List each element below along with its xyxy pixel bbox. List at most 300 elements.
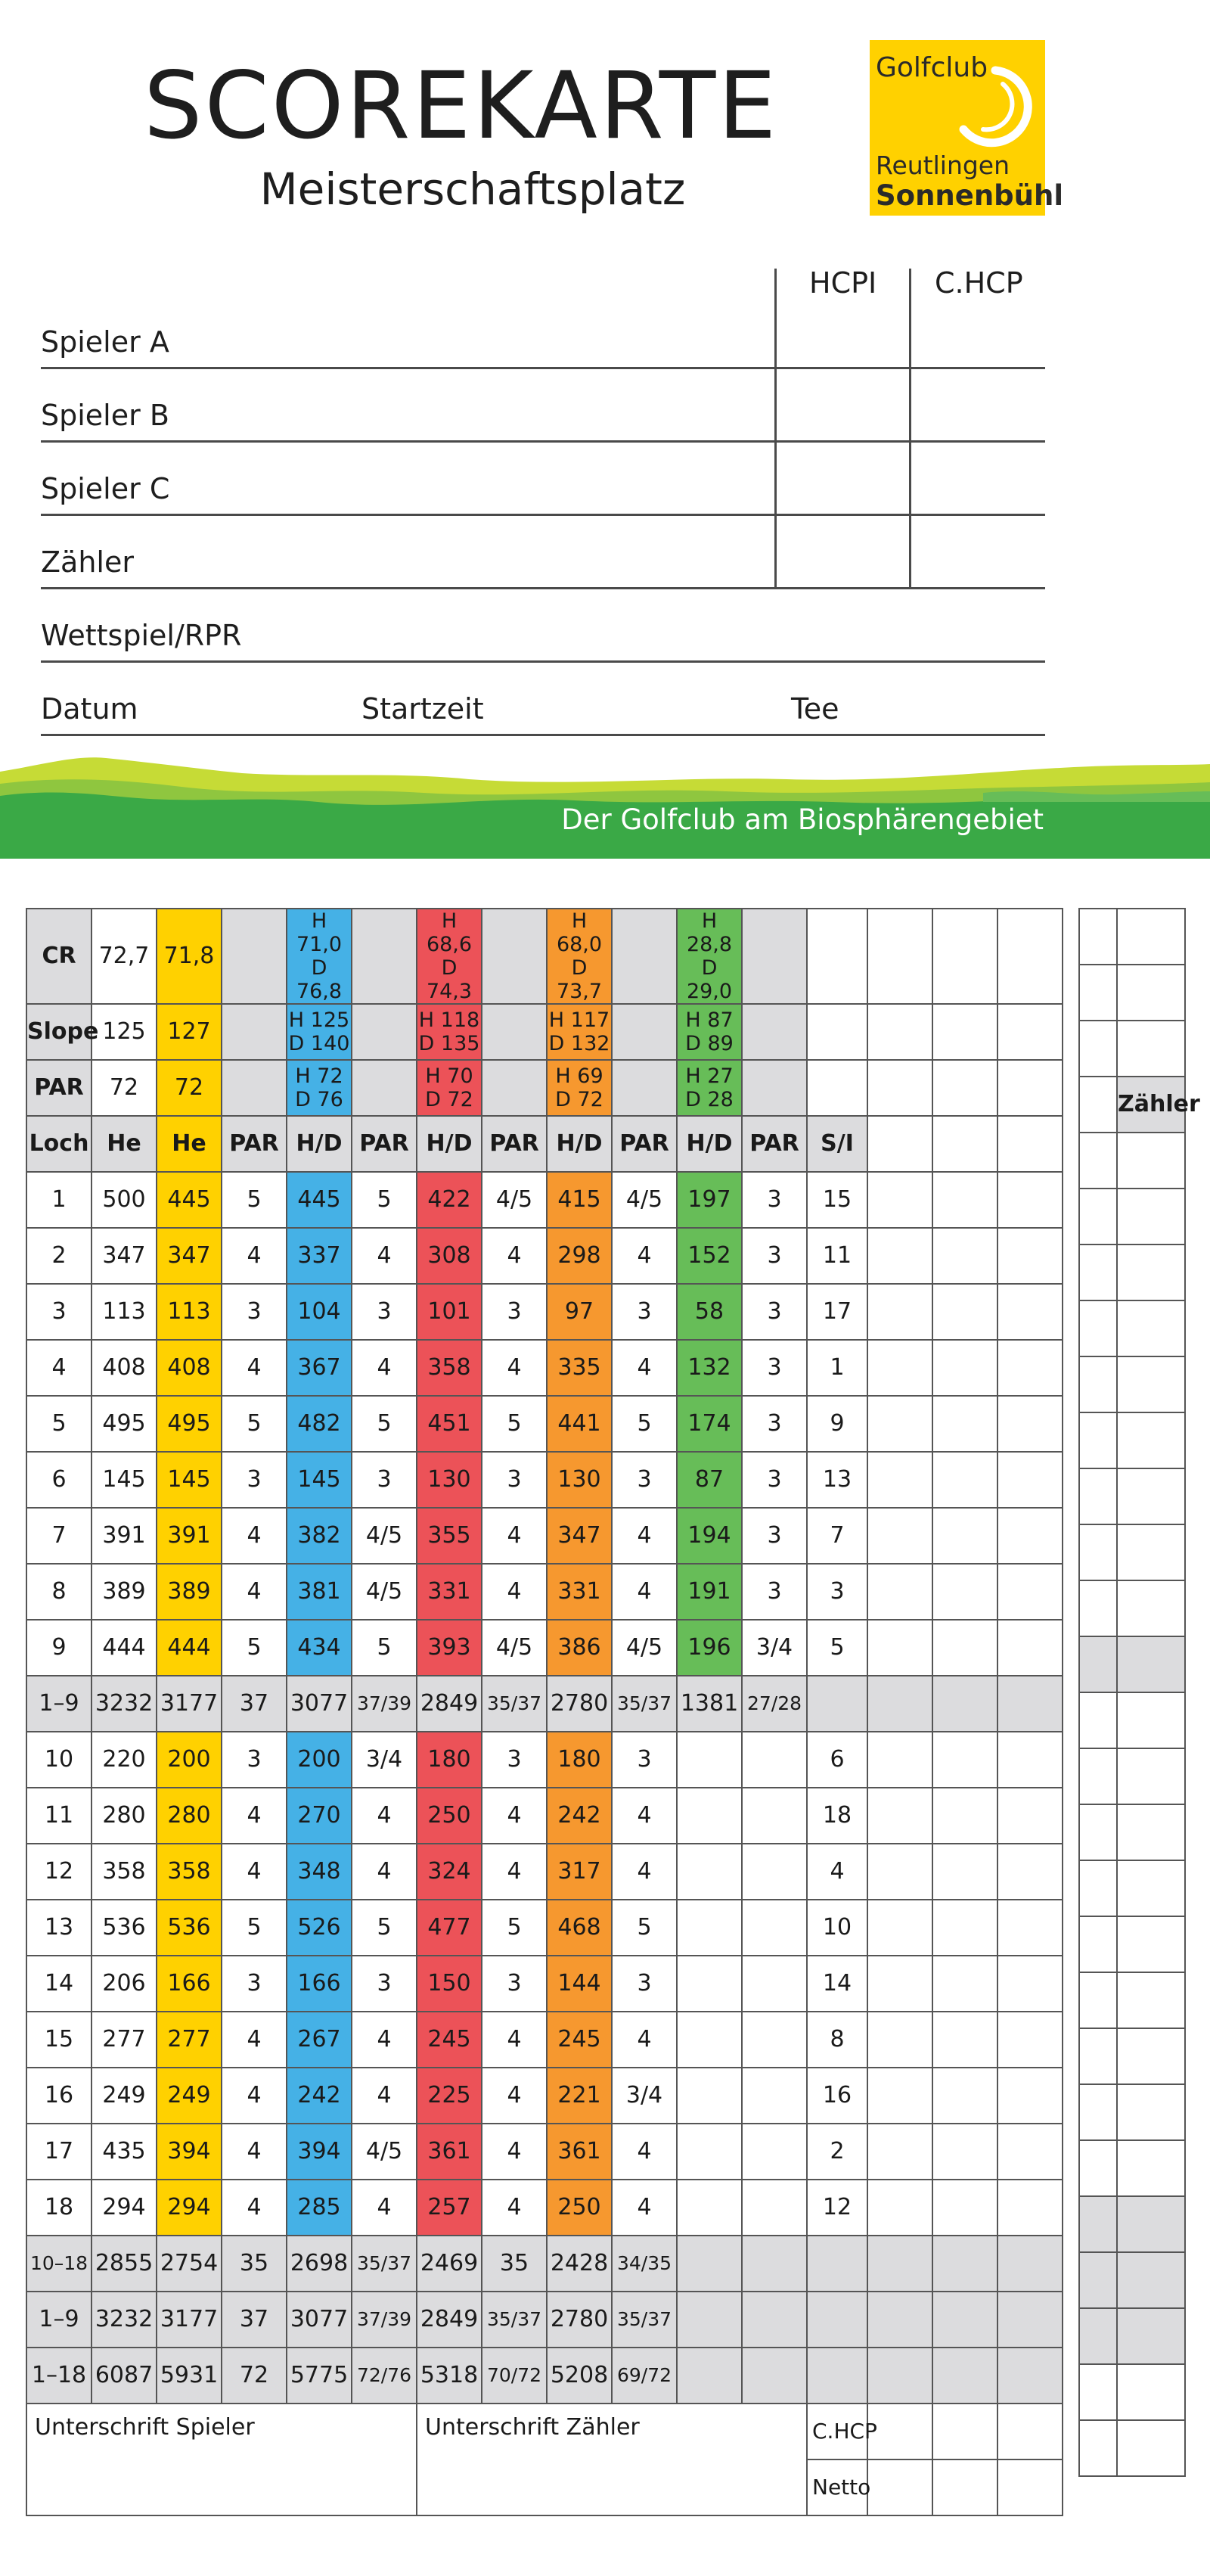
cell-orange: 130 — [547, 1452, 612, 1508]
cell-blue: 242 — [287, 2068, 352, 2124]
total-input[interactable] — [867, 2236, 932, 2292]
total-white: 2855 — [92, 2236, 157, 2292]
score-input[interactable] — [997, 1564, 1063, 1620]
cell-si: 5 — [807, 1620, 867, 1676]
total-row — [26, 2236, 1063, 2292]
marker-score-input[interactable] — [1117, 2028, 1185, 2084]
marker-score-input[interactable] — [1117, 1189, 1185, 1244]
marker-score-input[interactable] — [1117, 1636, 1185, 1692]
cell-par-green: 3 — [742, 1508, 807, 1564]
marker-score-input[interactable] — [1117, 2084, 1185, 2140]
total-input[interactable] — [932, 2348, 997, 2404]
cell-si: 18 — [807, 1788, 867, 1844]
score-input[interactable] — [932, 1900, 997, 1956]
score-input[interactable] — [932, 1844, 997, 1900]
cell-red: 451 — [417, 1396, 482, 1452]
marker-score-input[interactable] — [1079, 1189, 1117, 1244]
marker-input[interactable] — [1117, 2364, 1185, 2420]
marker-score-input[interactable] — [1079, 1300, 1117, 1356]
score-input[interactable] — [932, 1676, 997, 1732]
cell-si: 13 — [807, 1452, 867, 1508]
score-input[interactable] — [997, 1172, 1063, 1228]
marker-total-input[interactable] — [1117, 2308, 1185, 2364]
marker-score-input[interactable] — [1079, 1916, 1117, 1972]
score-input[interactable] — [867, 1788, 932, 1844]
marker-score-input[interactable] — [1079, 1636, 1117, 1692]
cell-par-orange: 4 — [612, 1340, 677, 1396]
cell-par-orange: 3 — [612, 1452, 677, 1508]
cell-par-blue: 37/39 — [352, 1676, 417, 1732]
cell-white: 113 — [92, 1284, 157, 1340]
signature-marker-field[interactable]: Unterschrift Zähler — [417, 2404, 807, 2515]
score-input[interactable] — [932, 1732, 997, 1788]
header-par-green: PAR — [742, 1116, 807, 1172]
cell-par-green: 27/28 — [742, 1676, 807, 1732]
cell-par-green — [742, 1956, 807, 2012]
header-par-red: PAR — [482, 1116, 547, 1172]
cell-white: 358 — [92, 1844, 157, 1900]
total-input[interactable] — [807, 2348, 867, 2404]
competition-field[interactable] — [41, 660, 1045, 663]
marker-score-input[interactable] — [1079, 2084, 1117, 2140]
cell-par-green — [742, 1900, 807, 1956]
banner-tagline: Der Golfclub am Biosphärengebiet — [561, 803, 1044, 836]
marker-score-input[interactable] — [1117, 2140, 1185, 2196]
total-input[interactable] — [742, 2292, 807, 2348]
score-input[interactable] — [867, 1844, 932, 1900]
player-c-label: Spieler C — [41, 472, 170, 505]
score-input[interactable] — [867, 1620, 932, 1676]
cell-par-orange: 3 — [612, 1284, 677, 1340]
marker-score-input[interactable] — [1079, 2028, 1117, 2084]
cell-yellow: 277 — [157, 2012, 222, 2068]
score-input[interactable] — [997, 1452, 1063, 1508]
par-blank — [932, 1060, 997, 1116]
score-input[interactable] — [997, 1396, 1063, 1452]
marker-input[interactable] — [1079, 2420, 1117, 2476]
marker-score-input[interactable] — [1079, 1356, 1117, 1412]
total-par-blue: 72/76 — [352, 2348, 417, 2404]
cell-red: 331 — [417, 1564, 482, 1620]
slope-blank — [997, 1004, 1063, 1060]
cell-par-yellow: 4 — [222, 2068, 287, 2124]
score-input[interactable] — [997, 1228, 1063, 1284]
score-input[interactable] — [997, 1900, 1063, 1956]
cell-green — [677, 1956, 742, 2012]
marker-input[interactable] — [1079, 2364, 1117, 2420]
cell-yellow: 113 — [157, 1284, 222, 1340]
marker-field[interactable] — [41, 587, 1045, 589]
cell-hole: 8 — [26, 1564, 92, 1620]
slope-blank — [867, 1004, 932, 1060]
score-input[interactable] — [932, 1172, 997, 1228]
signature-player-field[interactable]: Unterschrift Spieler — [26, 2404, 417, 2515]
cell-par-green: 3 — [742, 1284, 807, 1340]
cell-yellow: 389 — [157, 1564, 222, 1620]
marker-score-input[interactable] — [1117, 1748, 1185, 1804]
netto-label: Netto — [807, 2459, 867, 2515]
cell-blue: 382 — [287, 1508, 352, 1564]
score-input[interactable] — [997, 1508, 1063, 1564]
hole-row — [26, 1620, 1063, 1676]
total-hole: 1–18 — [26, 2348, 92, 2404]
total-input[interactable] — [932, 2292, 997, 2348]
marker-total-input[interactable] — [1117, 2252, 1185, 2308]
cell-par-green — [742, 1732, 807, 1788]
score-input[interactable] — [997, 2012, 1063, 2068]
logo-line-golfclub: Golfclub — [876, 52, 988, 83]
score-input[interactable] — [932, 1508, 997, 1564]
cell-yellow: 3177 — [157, 1676, 222, 1732]
cell-si: 3 — [807, 1564, 867, 1620]
par-blank — [352, 1060, 417, 1116]
total-input[interactable] — [867, 2292, 932, 2348]
cr-blank — [612, 909, 677, 1004]
score-input[interactable] — [867, 1732, 932, 1788]
total-red: 5318 — [417, 2348, 482, 2404]
marker-score-input[interactable] — [1117, 1356, 1185, 1412]
score-input[interactable] — [932, 1340, 997, 1396]
score-input[interactable] — [867, 1172, 932, 1228]
netto-input[interactable] — [867, 2459, 932, 2515]
cell-si: 8 — [807, 2012, 867, 2068]
total-input[interactable] — [997, 2236, 1063, 2292]
cell-par-red: 35/37 — [482, 1676, 547, 1732]
cell-par-blue: 5 — [352, 1172, 417, 1228]
score-input[interactable] — [932, 1956, 997, 2012]
total-input[interactable] — [742, 2236, 807, 2292]
player-a-field[interactable] — [41, 367, 1045, 369]
marker-score-input[interactable] — [1079, 1692, 1117, 1748]
score-input[interactable] — [867, 2068, 932, 2124]
cell-blue: 526 — [287, 1900, 352, 1956]
marker-score-input[interactable] — [1117, 1412, 1185, 1468]
slope-blank — [352, 1004, 417, 1060]
hole-row — [26, 2180, 1063, 2236]
marker-score-input[interactable] — [1117, 1468, 1185, 1524]
marker-score-input[interactable] — [1117, 1692, 1185, 1748]
slope-row — [26, 1004, 1063, 1060]
cell-par-yellow: 3 — [222, 1452, 287, 1508]
cell-par-orange: 35/37 — [612, 1676, 677, 1732]
cell-red: 355 — [417, 1508, 482, 1564]
cell-par-yellow: 5 — [222, 1396, 287, 1452]
cell-orange: 441 — [547, 1396, 612, 1452]
header-par-blue: PAR — [352, 1116, 417, 1172]
cell-hole: 14 — [26, 1956, 92, 2012]
cell-white: 347 — [92, 1228, 157, 1284]
score-input[interactable] — [867, 1228, 932, 1284]
subtotal-row — [26, 1676, 1063, 1732]
cell-par-green — [742, 2124, 807, 2180]
cell-green — [677, 2124, 742, 2180]
start-time-label: Startzeit — [361, 692, 484, 726]
total-orange: 2780 — [547, 2292, 612, 2348]
score-input[interactable] — [867, 1564, 932, 1620]
cell-red: 225 — [417, 2068, 482, 2124]
cell-par-yellow: 4 — [222, 1228, 287, 1284]
score-input[interactable] — [932, 2068, 997, 2124]
marker-score-input[interactable] — [1117, 1804, 1185, 1860]
score-input[interactable] — [997, 1284, 1063, 1340]
page-subtitle: Meisterschaftsplatz — [259, 163, 686, 215]
netto-input[interactable] — [932, 2459, 997, 2515]
score-input[interactable] — [867, 1900, 932, 1956]
score-input[interactable] — [997, 2124, 1063, 2180]
score-input[interactable] — [932, 2180, 997, 2236]
cell-orange: 468 — [547, 1900, 612, 1956]
score-input[interactable] — [867, 1284, 932, 1340]
cell-par-orange: 4 — [612, 1228, 677, 1284]
cr-blank — [222, 909, 287, 1004]
cell-par-orange: 4 — [612, 1564, 677, 1620]
score-input[interactable] — [997, 1620, 1063, 1676]
par-blank — [482, 1060, 547, 1116]
hole-row — [26, 1844, 1063, 1900]
score-input[interactable] — [867, 1676, 932, 1732]
cell-green: 194 — [677, 1508, 742, 1564]
chcp-input[interactable] — [932, 2404, 997, 2459]
score-input[interactable] — [932, 1564, 997, 1620]
cell-par-red: 4 — [482, 1788, 547, 1844]
cell-par-orange: 5 — [612, 1900, 677, 1956]
marker-score-input[interactable] — [1079, 1580, 1117, 1636]
cell-blue: 381 — [287, 1564, 352, 1620]
cell-green: 1381 — [677, 1676, 742, 1732]
score-input[interactable] — [867, 2180, 932, 2236]
marker-input[interactable] — [1117, 2420, 1185, 2476]
cell-par-yellow: 4 — [222, 2124, 287, 2180]
header-par-yellow: PAR — [222, 1116, 287, 1172]
score-input[interactable] — [997, 1732, 1063, 1788]
slope-label: Slope — [26, 1004, 92, 1060]
par-blue: H 72 D 76 — [287, 1060, 352, 1116]
marker-score-input[interactable] — [1117, 1133, 1185, 1189]
cell-si: 14 — [807, 1956, 867, 2012]
cell-hole: 18 — [26, 2180, 92, 2236]
marker-score-input[interactable] — [1079, 1133, 1117, 1189]
cell-par-orange: 4 — [612, 2180, 677, 2236]
cell-yellow: 444 — [157, 1620, 222, 1676]
score-input[interactable] — [997, 2180, 1063, 2236]
score-input[interactable] — [867, 2012, 932, 2068]
score-input[interactable] — [932, 1452, 997, 1508]
total-yellow: 3177 — [157, 2292, 222, 2348]
cr-label: CR — [26, 909, 92, 1004]
hole-row — [26, 1452, 1063, 1508]
cell-si: 6 — [807, 1732, 867, 1788]
marker-total-input[interactable] — [1117, 2196, 1185, 2252]
marker-total-input[interactable] — [1079, 2308, 1117, 2364]
total-orange: 2428 — [547, 2236, 612, 2292]
hole-row — [26, 1396, 1063, 1452]
score-input[interactable] — [867, 1956, 932, 2012]
marker-score-input[interactable] — [1079, 2140, 1117, 2196]
cell-par-blue: 4 — [352, 2068, 417, 2124]
cell-par-blue: 3 — [352, 1452, 417, 1508]
marker-score-input[interactable] — [1079, 1972, 1117, 2028]
marker-score-input[interactable] — [1117, 1972, 1185, 2028]
total-row — [26, 2292, 1063, 2348]
cell-yellow: 280 — [157, 1788, 222, 1844]
cell-blue: 104 — [287, 1284, 352, 1340]
cell-par-red: 4 — [482, 2068, 547, 2124]
cell-par-green — [742, 2180, 807, 2236]
score-input[interactable] — [932, 1788, 997, 1844]
player-b-field[interactable] — [41, 440, 1045, 443]
header-si: S/I — [807, 1116, 867, 1172]
marker-score-input[interactable] — [1117, 1916, 1185, 1972]
cell-white: 3232 — [92, 1676, 157, 1732]
marker-score-input[interactable] — [1117, 1580, 1185, 1636]
cell-hole: 2 — [26, 1228, 92, 1284]
score-input[interactable] — [867, 1452, 932, 1508]
score-input[interactable] — [997, 1956, 1063, 2012]
cell-white: 277 — [92, 2012, 157, 2068]
score-input[interactable] — [932, 1228, 997, 1284]
cell-par-yellow: 3 — [222, 1732, 287, 1788]
cell-par-green: 3 — [742, 1564, 807, 1620]
marker-total-input[interactable] — [1079, 2252, 1117, 2308]
cell-green — [677, 1844, 742, 1900]
slope-blank — [742, 1004, 807, 1060]
total-input[interactable] — [677, 2292, 742, 2348]
cell-par-orange: 3 — [612, 1732, 677, 1788]
hole-row — [26, 2012, 1063, 2068]
cell-par-red: 4 — [482, 2012, 547, 2068]
cell-blue: 394 — [287, 2124, 352, 2180]
cell-white: 391 — [92, 1508, 157, 1564]
score-input[interactable] — [932, 1396, 997, 1452]
cell-yellow: 391 — [157, 1508, 222, 1564]
cell-yellow: 347 — [157, 1228, 222, 1284]
score-input[interactable] — [867, 1508, 932, 1564]
cr-yellow: 71,8 — [157, 909, 222, 1004]
total-red: 2469 — [417, 2236, 482, 2292]
cell-par-red: 4/5 — [482, 1620, 547, 1676]
total-input[interactable] — [997, 2292, 1063, 2348]
marker-score-input[interactable] — [1117, 1860, 1185, 1916]
score-input[interactable] — [867, 1396, 932, 1452]
total-input[interactable] — [677, 2236, 742, 2292]
date-time-tee-field[interactable] — [41, 734, 1045, 736]
score-input[interactable] — [932, 1620, 997, 1676]
cell-par-yellow: 4 — [222, 1340, 287, 1396]
header-blank — [932, 1116, 997, 1172]
score-input[interactable] — [932, 2012, 997, 2068]
cell-par-blue: 5 — [352, 1396, 417, 1452]
cell-orange: 2780 — [547, 1676, 612, 1732]
cr-green: H 28,8 D 29,0 — [677, 909, 742, 1004]
marker-label: Zähler — [41, 545, 134, 579]
total-input[interactable] — [807, 2292, 867, 2348]
cell-hole: 4 — [26, 1340, 92, 1396]
total-hole: 1–9 — [26, 2292, 92, 2348]
slope-green: H 87 D 89 — [677, 1004, 742, 1060]
score-input[interactable] — [997, 2068, 1063, 2124]
total-input[interactable] — [867, 2348, 932, 2404]
cell-par-blue: 4/5 — [352, 1508, 417, 1564]
cell-blue: 145 — [287, 1452, 352, 1508]
cell-red: 2849 — [417, 1676, 482, 1732]
score-input[interactable] — [997, 1788, 1063, 1844]
cell-par-orange: 4 — [612, 1788, 677, 1844]
hole-row — [26, 1508, 1063, 1564]
marker-score-input[interactable] — [1117, 1300, 1185, 1356]
cr-blank — [742, 909, 807, 1004]
slope-blank — [482, 1004, 547, 1060]
cell-si: 2 — [807, 2124, 867, 2180]
marker-score-input[interactable] — [1079, 1860, 1117, 1916]
marker-total-input[interactable] — [1079, 2196, 1117, 2252]
player-c-field[interactable] — [41, 514, 1045, 516]
hole-row — [26, 1284, 1063, 1340]
chcp-input[interactable] — [997, 2404, 1063, 2459]
marker-score-input[interactable] — [1079, 1804, 1117, 1860]
cell-par-blue: 5 — [352, 1620, 417, 1676]
total-input[interactable] — [932, 2236, 997, 2292]
cell-si: 16 — [807, 2068, 867, 2124]
total-yellow: 2754 — [157, 2236, 222, 2292]
slope-blank — [807, 1004, 867, 1060]
total-par-red: 35 — [482, 2236, 547, 2292]
score-input[interactable] — [997, 1844, 1063, 1900]
score-input[interactable] — [867, 2124, 932, 2180]
cell-par-yellow: 4 — [222, 1508, 287, 1564]
score-input[interactable] — [997, 1340, 1063, 1396]
marker-score-input[interactable] — [1079, 1524, 1117, 1580]
par-row — [26, 1060, 1063, 1116]
cr-row — [26, 909, 1063, 1004]
cell-par-blue: 4/5 — [352, 2124, 417, 2180]
cell-par-green — [742, 2068, 807, 2124]
marker-score-input[interactable] — [1079, 1244, 1117, 1300]
cell-green — [677, 2012, 742, 2068]
marker-score-input[interactable] — [1079, 1468, 1117, 1524]
cell-orange: 335 — [547, 1340, 612, 1396]
cell-par-red: 3 — [482, 1452, 547, 1508]
cell-orange: 245 — [547, 2012, 612, 2068]
cell-par-orange: 3 — [612, 1956, 677, 2012]
score-input[interactable] — [932, 2124, 997, 2180]
total-white: 6087 — [92, 2348, 157, 2404]
marker-score-input[interactable] — [1117, 1524, 1185, 1580]
total-input[interactable] — [742, 2348, 807, 2404]
cell-hole: 1 — [26, 1172, 92, 1228]
total-blue: 2698 — [287, 2236, 352, 2292]
score-input[interactable] — [997, 1676, 1063, 1732]
cell-hole: 1–9 — [26, 1676, 92, 1732]
par-blank — [867, 1060, 932, 1116]
chcp-header: C.HCP — [935, 266, 1023, 300]
score-input[interactable] — [932, 1284, 997, 1340]
marker-score-input[interactable] — [1079, 1748, 1117, 1804]
score-input[interactable] — [867, 1340, 932, 1396]
par-blank — [742, 1060, 807, 1116]
netto-input[interactable] — [997, 2459, 1063, 2515]
cell-red: 245 — [417, 2012, 482, 2068]
total-input[interactable] — [677, 2348, 742, 2404]
total-input[interactable] — [807, 2236, 867, 2292]
cell-green — [677, 1900, 742, 1956]
marker-score-input[interactable] — [1117, 1244, 1185, 1300]
total-input[interactable] — [997, 2348, 1063, 2404]
cell-par-yellow: 4 — [222, 2180, 287, 2236]
par-white: 72 — [92, 1060, 157, 1116]
marker-blank — [1079, 909, 1117, 965]
cr-blank — [867, 909, 932, 1004]
marker-score-input[interactable] — [1079, 1412, 1117, 1468]
